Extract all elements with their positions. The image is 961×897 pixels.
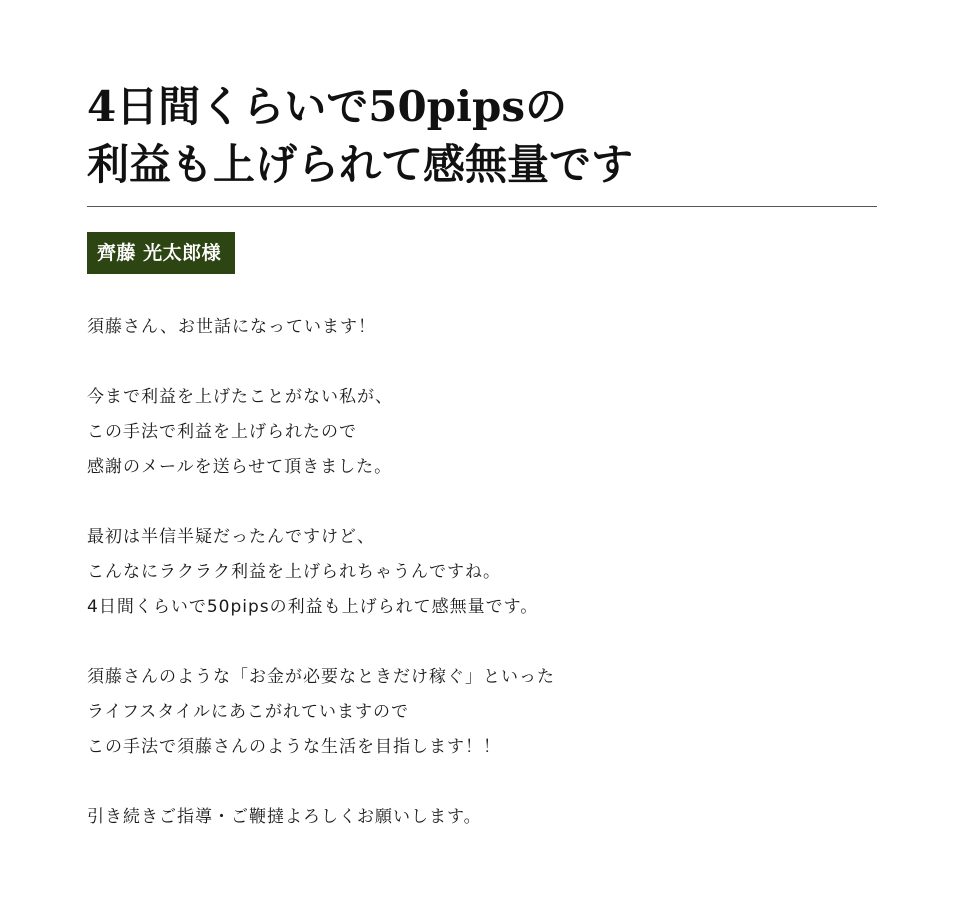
letter-paragraph-results — [87, 520, 877, 625]
headline-line-1: 4日間くらいで50pipsの — [87, 82, 568, 131]
author-name-badge: 齊藤 光太郎様 — [87, 232, 235, 274]
letter-line: 最初は半信半疑だったんですけど、 — [87, 527, 375, 547]
letter-line: こんなにラクラク利益を上げられちゃうんですね。 — [87, 562, 501, 582]
letter-line: 4日間くらいで50pipsの利益も上げられて感無量です。 — [87, 597, 539, 617]
letter-paragraph-thanks — [87, 380, 877, 485]
letter-line: この手法で須藤さんのような生活を目指します！！ — [87, 737, 501, 757]
letter-line: この手法で利益を上げられたので — [87, 422, 357, 442]
headline-line-2: 利益も上げられて感無量です — [87, 140, 634, 189]
letter-line: 須藤さんのような「お金が必要なときだけ稼ぐ」といった — [87, 667, 555, 687]
letter-line: 須藤さん、お世話になっています！ — [87, 317, 377, 337]
letter-line: 感謝のメールを送らせて頂きました。 — [87, 457, 393, 477]
letter-line: ライフスタイルにあこがれていますので — [87, 702, 409, 722]
letter-line: 今まで利益を上げたことがない私が、 — [87, 387, 393, 407]
testimonial-headline — [87, 78, 877, 194]
letter-paragraph-greeting — [87, 310, 877, 345]
headline-divider — [87, 206, 877, 207]
letter-paragraph-goals — [87, 660, 877, 765]
letter-paragraph-closing — [87, 800, 877, 835]
letter-line: 引き続きご指導・ご鞭撻よろしくお願いします。 — [87, 807, 482, 827]
letter-body — [87, 310, 877, 835]
testimonial-card — [87, 78, 877, 835]
